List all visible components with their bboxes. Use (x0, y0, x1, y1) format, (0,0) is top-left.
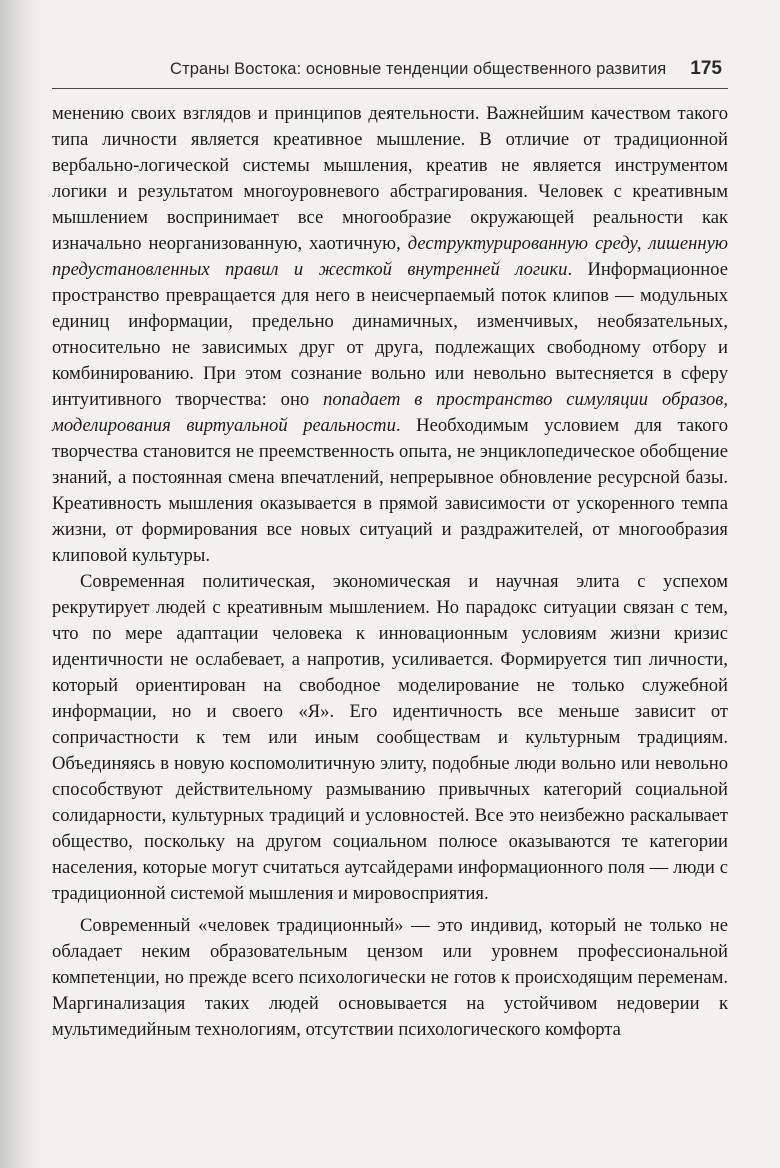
text-segment: Современная политическая, экономическая и научная элита с успехом рекрутирует людей с креативным мышлением. Но парадокс ситуации связан с тем, что по мере адаптации человека к инновационным условиям жизни кризис идентичности не ослабевает, а напротив, усиливается. Формируется тип личности, который ориентирован на свободное моделирование не только служебной информации, но и своего «Я». Его идентичность все меньше зависит от сопричастности к тем или иным сообществам и культурным традициям. Объединяясь в новую коспомолитичную элиту, подобные люди вольно или невольно способствуют действительному размыванию привычных категорий социальной солидарности, культурных традиций и условностей. Все это неизбежно раскалывает общество, поскольку на другом социальном полюсе оказываются те категории населения, которые могут считаться аутсайдерами информационного поля — люди с традиционной системой мышления и мировосприятия. (52, 571, 728, 904)
italic-text-segment: попадает в пространство симуляции образов, моделирования виртуальной реальности (52, 389, 728, 436)
paragraph-2 (52, 569, 728, 907)
text-segment: менению своих взглядов и принципов деятельности. Важнейшим качеством такого типа личности является креативное мышление. В отличие от традиционной вербально-логической системы мышления, креатив не является инструментом логики и результатом многоуровневого абстрагирования. Человек с креативным мышлением воспринимает все многообразие окружающей реальности как изначально неорганизованную, хаотичную, (52, 103, 728, 254)
running-title: Страны Востока: основные тенденции общественного развития (170, 60, 667, 78)
text-segment: Современный «человек традиционный» — это индивид, который не только не обладает неким образовательным цензом или уровнем профессиональной компетенции, но прежде всего психологически не готов к происходящим переменам. Маргинализация таких людей основывается на устойчивом недоверии к мультимедийным технологиям, отсутствии психологического комфорта (52, 915, 728, 1040)
page-number: 175 (690, 58, 722, 79)
book-page (52, 58, 728, 1158)
body-text (52, 101, 728, 1043)
running-header (52, 58, 728, 89)
book-gutter-shadow (0, 0, 40, 1168)
text-segment: . Необходимым условием для такого творчества становится не преемственность опыта, не энциклопедическое обобщение знаний, а постоянная смена впечатлений, непрерывное обновление ресурсной базы. Креативность мышления оказывается в прямой зависимости от ускоренного темпа жизни, от формирования все новых ситуаций и раздражителей, от многообразия клиповой культуры. (52, 415, 729, 566)
italic-text-segment: деструктурированную среду, лишенную предустановленных правил и жесткой внутренней логики (52, 233, 728, 280)
paragraph-3 (52, 913, 728, 1043)
text-segment: . Информационное пространство превращается для него в неисчерпаемый поток клипов — модульных единиц информации, предельно динамичных, изменчивых, необязательных, относительно не зависимых друг от друга, подлежащих свободному отбору и комбинированию. При этом сознание вольно или невольно вытесняется в сферу интуитивного творчества: оно (52, 259, 728, 410)
paragraph-1 (52, 101, 728, 569)
